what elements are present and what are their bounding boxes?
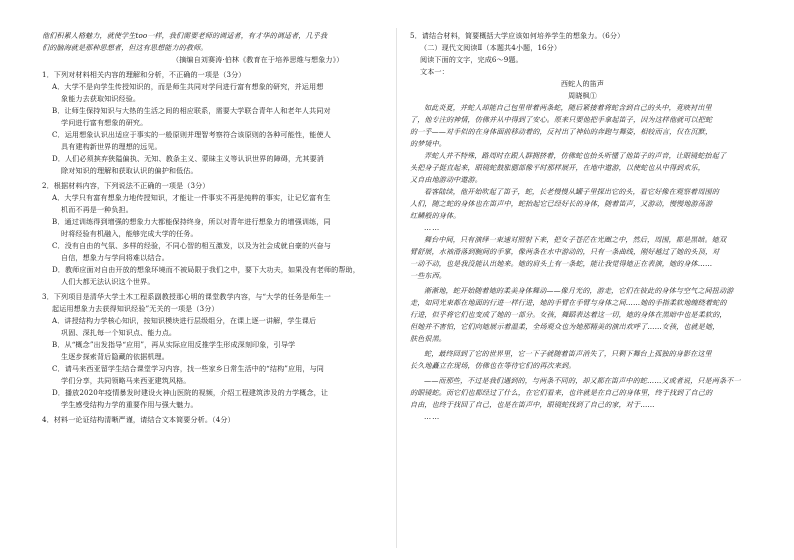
story-line: ——而那些，不过是我们遇到的，与两条不同的，却又都在笛声中的蛇……又或者说，只是两条不一 [424,376,741,385]
ellipsis: …… [424,223,441,232]
story-author: 周晓枫① [568,91,597,100]
story-line: 又自由地游动中遨游。 [410,175,482,184]
story-line: 的眼镜蛇。而它们也都经过了什么，在它们看来，也许就是在自己的身体里，终于找到了自己的 [410,388,713,397]
story-line: 舞台中间，只有演绎一束速对照射下来，把女子苍茫在光圈之中，然后，周围，都是黑暗。她双 [424,235,727,244]
option-b-cont: 时将经验有机融入，能够完成大学的任务。 [61,229,198,238]
option-b-cont: 学问进行富有想象的研究。 [61,118,148,127]
question-stem: 2．根据材料内容，下列说法不正确的一项是（3分） [42,181,210,190]
option-b: B．让师生保持知识与大热的生活之间的相应联系，需要大学联合青年人和老年人共同对 [52,106,331,115]
story-line: 自由，也终于找回了自己，也是在笛声中，眼镜蛇找到了自己的家，对于…… [410,400,655,409]
story-line: 走，如同光束都在地面的行进一样行进，她的手臂在手臂与身体之间……她的手指柔软地缠绕着蛇的 [410,298,727,307]
story-block-3 [410,285,755,345]
question-2 [42,180,382,288]
intro-line-2: 们的脑海就是那种思想者，但这有思想能力的教师。 [42,43,208,52]
story-line: 头把身子挺直起来，眼镜蛇鼓胀腮部像平时那样展开，在地中遨游，以使蛇也从中得到欢乐， [410,163,705,172]
question-4: 4．材料一论证结构清晰严谨，请结合文本简要分析。（4分） [42,415,235,424]
option-a: A．大学只有富有想象力地传授知识，才能让一件事实不再是纯粹的事实，让记忆富有生 [52,193,331,202]
ellipsis: …… [424,412,441,421]
option-a-cont: 机而不再是一种负担。 [61,205,133,214]
right-column [410,30,755,423]
option-d-cont: 学生感受结构力学的重要作用与强大魅力。 [61,400,198,409]
option-d-cont: 人们大都无法认识这个世界。 [61,277,155,286]
option-b: B．通过训练得到增强的想象力大都能保持终身，所以对青年进行想象力的增强训练，同 [52,217,331,226]
reading-instruction: 阅读下面的文字，完成6～9题。 [420,55,523,64]
story-line: 红鳞般的身体。 [410,211,461,220]
story-line: 一动不动，也是我没能认出她来。她的肩头上有一条蛇，能让我觉得她正在表演，她的身体…… [410,259,713,268]
question-1 [42,69,382,177]
question-stem: 3．下列项目是清华大学土木工程系副教授那心明的课堂教学内容，与“大学的任务是师生一 [42,292,331,301]
option-c-cont: 具有建构新世界的理想的远见。 [61,142,162,151]
option-d: D．教师应面对自由开放的想象环境而不被局限于我们之中，要下大功夫，如果没有老师的帮助， [52,265,360,274]
story-line: 蛇，最终回到了它的世界里，它一下子就随着笛声消失了，只剩下舞台上孤独的身影在这里 [424,349,712,358]
option-b-cont: 生逐步探索背后隐藏的依据机理。 [61,352,169,361]
story-title: 西蛇人的笛声 [560,79,605,88]
question-stem-cont: 起运用想象力去获得知识经验”无关的一项是（3分） [52,304,219,313]
story-line: 如此炎夏，并蛇人却能自己包里带着两条蛇，随后紧接着将蛇含到自己的头中，竟映衬出里 [424,103,712,112]
story-line: 弄蛇人并不特殊，路周时在跟人群拥挤着，仿佛蛇也抬头听懂了他笛子的声音，让眼镜蛇抬起了 [424,151,727,160]
option-c: C．没有自由的气氛、多样的经验，不同心智的相互激发，以及为社会成就自豪的兴奋与 [52,241,331,250]
left-column [42,30,382,426]
story-block-5 [410,375,755,411]
section-heading: （二）现代文阅读Ⅱ（本题共4小题，16分） [420,43,562,52]
story-line: 行进，似乎将它们也变成了她的一部分。女孩，舞蹈表达着这一切，她的身体在黑暗中也是柔软的， [410,310,727,319]
question-3 [42,291,382,411]
option-c: C．运用想象认识出适应于事实的一般原则并理智考察符合该原则的各种可能性，能使人 [52,130,331,139]
story-line: 的一乎——对手似的在身体面前移动着的，反衬出了神仙的奔跑与舞姿，相较而言，仅在沉默， [410,127,713,136]
story-block-4 [410,348,755,372]
option-c: C．请马来西亚留学生结合课堂学习内容，找一些家乡日常生活中的“结构”应用，与同 [52,364,324,373]
story-line: 臂舒展，水袖滑落到腕间的手掌，像两条在水中游动的，只有一条曲线，刚好越过了她的头顶，对 [410,247,720,256]
story-line: 长久地矗立在现场，仿佛也在等待它们的再次来到。 [410,361,576,370]
intro-line-1: 他们积累人格魅力，就使学生too一样，我们需要老师的调适者，有才华的调适者，几乎我 [42,31,328,40]
text-label: 文本一： [420,67,449,76]
story-line: 但她并不害怕，它们向她展示着温柔，全场观众也为她那精美的演出欢呼了……女孩，也就是她， [410,322,720,331]
story-block-1 [410,102,755,222]
option-b: B．从“概念”出发指导“应用”，再从实际应用反推学生形成深刻印象，引导学 [52,340,296,349]
story-line: 的梦境中。 [410,139,446,148]
story-line: 渐渐地，蛇开始随着她的柔美身体舞动——像月光的，游走，它们在彼此的身体与空气之间扭动游 [424,286,734,295]
option-a: A．讲授结构力学核心知识，按知识模块进行层级组分，在课上逐一讲解，学生课后 [52,316,317,325]
option-d: D．人们必须摈弃狭隘偏执、无知、教条主义、蒙昧主义等认识世界的障碍，尤其要消 [52,154,324,163]
question-5: 5．请结合材料，简要概括大学应该如何培养学生的想象力。（6分） [410,31,625,40]
option-a: A．大学不是向学生传授知识的，而是师生共同对学问进行富有想象的研究，并运用想 [52,82,324,91]
option-a-cont: 象能力去获取知识经验。 [61,94,141,103]
option-c-cont: 自信，想象力与学问将难以结合。 [61,253,169,262]
story-line: 肤色很黑。 [410,334,446,343]
story-line: 一些东西。 [410,271,446,280]
option-d-cont: 除对知识的理解和获取认识的偏护和低估。 [61,166,198,175]
story-line: 看客陆续，他开始吹起了笛子，蛇，长老慢慢从罐子里探出它的头，看它好像在观察着周围的 [424,187,719,196]
source-citation: （摘编自刘赛涛·伯林《教育在于培养思维与想象力》） [172,55,344,64]
question-stem: 1．下列对材料相关内容的理解和分析，不正确的一项是（3分） [42,70,246,79]
story-block-2 [410,234,755,282]
story-line: 人们，随之蛇的身体也在笛声中，蛇抬起它已经好长的身体，随着笛声，又游动，慢慢地游荡游 [410,199,713,208]
option-d: D．播放2020年疫情暴发时建设火神山医院的视频，介绍工程建筑涉及的力学概念，让 [52,388,329,397]
option-c-cont: 学们分享，共同领略马来西亚建筑风格。 [61,376,191,385]
option-a-cont: 巩固、深扎每一个知识点、能力点。 [61,328,177,337]
column-divider [396,28,397,548]
story-line: 了，他专注的神情，仿佛并从中得到了安心。原来只要他把手拿起笛子，因为这样他就可以把蛇 [410,115,713,124]
